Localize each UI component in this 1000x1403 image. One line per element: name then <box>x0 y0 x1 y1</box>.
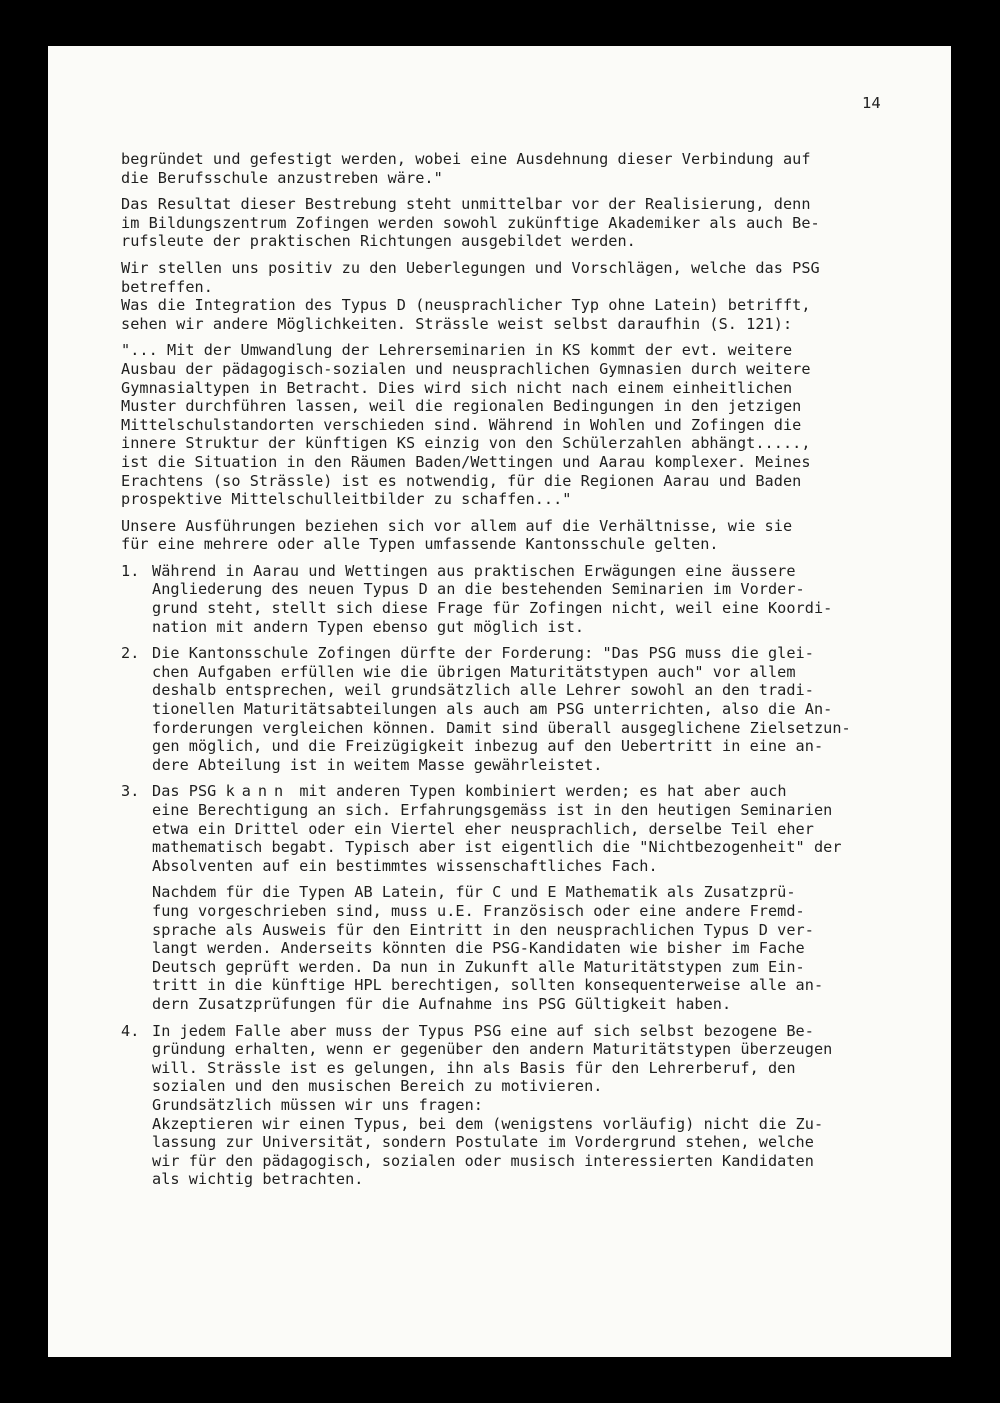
paragraph-ausfuehrungen <box>121 517 901 554</box>
text-line: gen möglich, und die Freizügigkeit inbezug auf den Uebertritt in eine an- <box>152 737 824 756</box>
text-line: mathematisch begabt. Typisch aber ist eigentlich die "Nichtbezogenheit" der <box>152 838 842 857</box>
text-line: forderungen vergleichen können. Damit sind überall ausgeglichene Zielsetzun- <box>152 718 851 737</box>
text-line: Was die Integration des Typus D (neusprachlicher Typ ohne Latein) betrifft, <box>121 296 811 315</box>
text-fragment: mit anderen Typen kombiniert werden; es hat aber auch <box>290 782 787 801</box>
text-line: tionellen Maturitätsabteilungen als auch am PSG unterrichten, also die An- <box>152 700 833 719</box>
text-line: Muster durchführen lassen, weil die regionalen Bedingungen in den jetzigen <box>121 397 802 416</box>
text-line: Deutsch geprüft werden. Da nun in Zukunft alle Maturitätstypen zum Ein- <box>152 957 805 976</box>
text-line: Mittelschulstandorten verschieden sind. Während in Wohlen und Zofingen die <box>121 415 802 434</box>
text-line: als wichtig betrachten. <box>152 1170 364 1189</box>
text-line: die Berufsschule anzustreben wäre." <box>121 168 443 187</box>
text-line: sozialen und den musischen Bereich zu motivieren. <box>152 1077 603 1096</box>
text-line: will. Strässle ist es gelungen, ihn als Basis für den Lehrerberuf, den <box>152 1058 796 1077</box>
list-item-number: 1. <box>121 561 140 580</box>
document-body <box>121 150 901 1197</box>
text-line: Erachtens (so Strässle) ist es notwendig, für die Regionen Aarau und Baden <box>121 471 802 490</box>
text-line: begründet und gefestigt werden, wobei eine Ausdehnung dieser Verbindung auf <box>121 150 811 168</box>
text-line: prospektive Mittelschulleitbilder zu schaffen..." <box>121 490 572 509</box>
text-line: Das Resultat dieser Bestrebung steht unmittelbar vor der Realisierung, denn <box>121 195 811 214</box>
list-item-number: 2. <box>121 644 140 663</box>
text-line: tritt in die künftige HPL berechtigen, sollten konsequenterweise alle an- <box>152 976 824 995</box>
paragraph-resultat <box>121 195 901 251</box>
text-line: In jedem Falle aber muss der Typus PSG eine auf sich selbst bezogene Be- <box>152 1021 814 1040</box>
text-line: innere Struktur der künftigen KS einzig von den Schülerzahlen abhängt....., <box>121 434 811 453</box>
text-line: sehen wir andere Möglichkeiten. Strässle weist selbst daraufhin (S. 121): <box>121 314 793 333</box>
text-line: Ausbau der pädagogisch-sozialen und neusprachlichen Gymnasien durch weitere <box>121 359 811 378</box>
text-line: eine Berechtigung an sich. Erfahrungsgemäss ist in den heutigen Seminarien <box>152 801 833 819</box>
text-line: Während in Aarau und Wettingen aus praktischen Erwägungen eine äussere <box>152 561 796 580</box>
text-line: dere Abteilung ist in weitem Masse gewährleistet. <box>152 755 603 774</box>
text-line: für eine mehrere oder alle Typen umfassende Kantonsschule gelten. <box>121 535 719 554</box>
text-line: Die Kantonsschule Zofingen dürfte der Forderung: "Das PSG muss die glei- <box>152 644 814 663</box>
list-item-number: 3. <box>121 782 140 801</box>
text-line: Wir stellen uns positiv zu den Ueberlegungen und Vorschlägen, welche das PSG <box>121 258 820 277</box>
text-line: lassung zur Universität, sondern Postulate im Vordergrund stehen, welche <box>152 1133 814 1152</box>
paragraph-psg-position <box>121 259 901 333</box>
paragraph-quote-end <box>121 150 901 187</box>
text-line: Unsere Ausführungen beziehen sich vor allem auf die Verhältnisse, wie sie <box>121 516 793 535</box>
list-item-3-followup <box>152 883 901 1013</box>
text-line: betreffen. <box>121 277 213 296</box>
text-line: nation mit andern Typen ebenso gut möglich ist. <box>152 617 585 636</box>
text-line: Grundsätzlich müssen wir uns fragen: <box>152 1095 483 1114</box>
list-item-3 <box>121 782 901 875</box>
list-item-4 <box>121 1022 901 1189</box>
text-line: Angliederung des neuen Typus D an die bestehenden Seminarien im Vorder- <box>152 580 805 599</box>
text-line: dern Zusatzprüfungen für die Aufnahme ins PSG Gültigkeit haben. <box>152 994 732 1013</box>
text-fragment: Das PSG <box>152 782 226 801</box>
text-line: deshalb entsprechen, weil grundsätzlich alle Lehrer sowohl an den tradi- <box>152 681 814 700</box>
page-number: 14 <box>862 94 881 112</box>
text-line: Nachdem für die Typen AB Latein, für C und E Mathematik als Zusatzprü- <box>152 883 796 902</box>
list-item-number: 4. <box>121 1021 140 1040</box>
text-line: grund steht, stellt sich diese Frage für Zofingen nicht, weil eine Koordi- <box>152 599 833 618</box>
text-line: fung vorgeschrieben sind, muss u.E. Französisch oder eine andere Fremd- <box>152 901 805 920</box>
text-line <box>152 782 901 801</box>
text-line: "... Mit der Umwandlung der Lehrerseminarien in KS kommt der evt. weitere <box>121 341 793 360</box>
text-line: ist die Situation in den Räumen Baden/Wettingen und Aarau komplexer. Meines <box>121 452 811 471</box>
text-line: chen Aufgaben erfüllen wie die übrigen Maturitätstypen auch" vor allem <box>152 662 796 681</box>
text-line: Akzeptieren wir einen Typus, bei dem (wenigstens vorläufig) nicht die Zu- <box>152 1114 824 1133</box>
text-line: Absolventen auf ein bestimmtes wissenschaftliches Fach. <box>152 856 658 875</box>
text-line: etwa ein Drittel oder ein Viertel eher neusprachlich, derselbe Teil eher <box>152 819 814 838</box>
text-line: wir für den pädagogisch, sozialen oder musisch interessierten Kandidaten <box>152 1151 814 1170</box>
list-item-1 <box>121 562 901 636</box>
emphasized-word: kann <box>225 782 291 801</box>
text-line: rufsleute der praktischen Richtungen ausgebildet werden. <box>121 232 636 251</box>
text-line: gründung erhalten, wenn er gegenüber den andern Maturitätstypen überzeugen <box>152 1040 833 1059</box>
text-line: Gymnasialtypen in Betracht. Dies wird sich nicht nach einem einheitlichen <box>121 378 793 397</box>
list-item-2 <box>121 644 901 774</box>
text-line: im Bildungszentrum Zofingen werden sowohl zukünftige Akademiker als auch Be- <box>121 213 820 232</box>
text-line: sprache als Ausweis für den Eintritt in den neusprachlichen Typus D ver- <box>152 920 814 939</box>
paragraph-citation <box>121 341 901 508</box>
text-line: langt werden. Anderseits könnten die PSG-Kandidaten wie bisher im Fache <box>152 939 805 958</box>
